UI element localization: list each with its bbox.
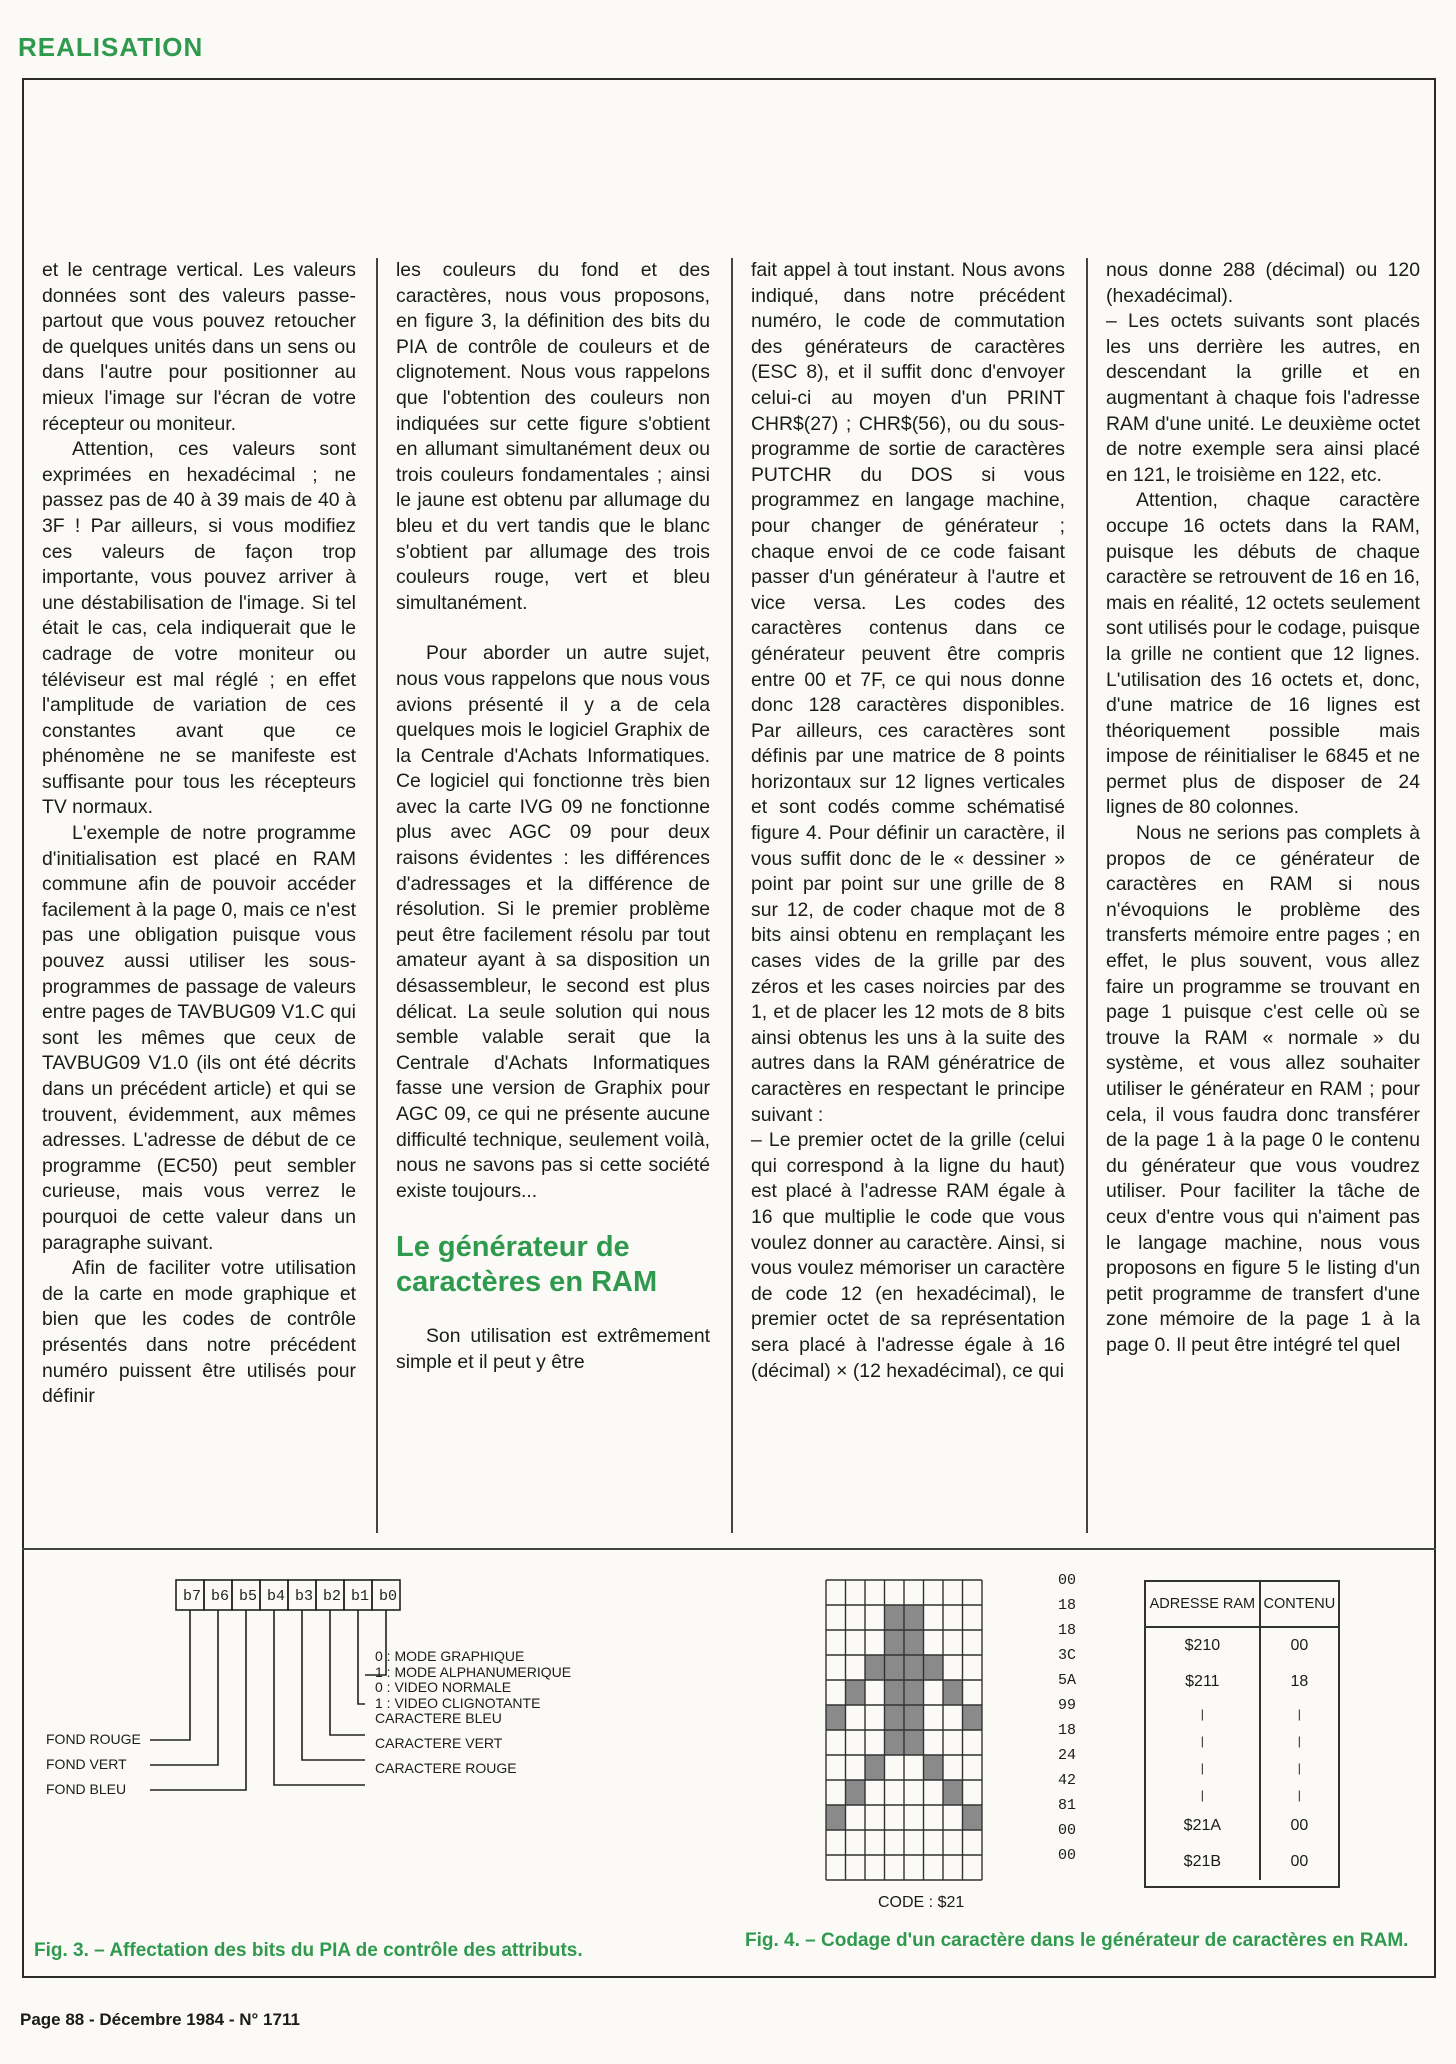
- fig3-left-label: FOND BLEU: [46, 1781, 127, 1797]
- filled-pixel: [846, 1780, 866, 1805]
- bit-label: b2: [323, 1588, 342, 1605]
- filled-pixel: [865, 1655, 885, 1680]
- grid-row-hex: 18: [1058, 1597, 1077, 1614]
- fig4-caption: [745, 1928, 1435, 1953]
- table-cell: |: [1146, 1754, 1260, 1781]
- grid-row-hex: 24: [1058, 1747, 1077, 1764]
- filled-pixel: [885, 1630, 905, 1655]
- filled-pixel: [826, 1705, 846, 1730]
- bit-label: b7: [183, 1588, 202, 1605]
- grid-row-hex: 00: [1058, 1572, 1077, 1589]
- filled-pixel: [885, 1705, 905, 1730]
- article-column-4: [1106, 258, 1420, 1533]
- section-label: REALISATION: [18, 32, 204, 62]
- column-divider: [376, 258, 378, 1533]
- paragraph: L'exemple de notre programme d'initialisation est placé en RAM commune afin de pouvoir accéder facilement à la page 0, mais ce n'est pas une obligation puisque vous pouvez aussi utiliser les sous-programmes de passage de valeurs entre pages de TAVBUG09 V1.C qui sont les mêmes que ceux de TAVBUG09 V1.0 (ils ont été décrits dans un précédent article) et qui se trouvent, évidemment, aux mêmes adresses. L'adresse de début de ce programme (EC50) peut sembler curieuse, mais vous verrez le pourquoi de cette valeur dans un paragraphe suivant.: [42, 822, 356, 1254]
- filled-pixel: [943, 1780, 963, 1805]
- filled-pixel: [943, 1680, 963, 1705]
- table-cell: $21B: [1146, 1844, 1260, 1880]
- fig3-left-label: FOND VERT: [46, 1756, 127, 1772]
- bit-label: b4: [267, 1588, 286, 1605]
- bit-label: b0: [379, 1588, 398, 1605]
- fig4-code: CODE : $21: [878, 1894, 965, 1911]
- article-column-3: [751, 258, 1065, 1533]
- grid-row-hex: 5A: [1058, 1672, 1077, 1689]
- paragraph: et le centrage vertical. Les valeurs données sont des valeurs passe-partout que vous pouvez retoucher de quelques unités dans un sens ou dans l'autre pour positionner au mieux l'image sur l'écran de votre récepteur ou moniteur.: [42, 259, 356, 435]
- bit-label: b5: [239, 1588, 258, 1605]
- table-cell: |: [1146, 1781, 1260, 1808]
- paragraph: les couleurs du fond et des caractères, nous vous proposons, en figure 3, la définition des bits du PIA de contrôle de couleurs et de clignotement. Nous vous rappelons que l'obtention des couleurs non indiquées sur cette figure s'obtient en allumant simultanément deux ou trois couleurs fondamentales ; ainsi le jaune est obtenu par allumage du bleu et du vert tandis que le blanc s'obtient par allumage des trois couleurs rouge, vert et bleu simultanément.: [396, 259, 710, 614]
- fig3-right-label: CARACTERE BLEU: [375, 1710, 502, 1726]
- table-row: [1146, 1781, 1338, 1808]
- table-cell: $210: [1146, 1627, 1260, 1664]
- grid-row-hex: 99: [1058, 1697, 1077, 1714]
- paragraph: – Le premier octet de la grille (celui qui correspond à la ligne du haut) est placé à l'adresse RAM égale à 16 que multiplie le code que vous voulez donner au caractère. Ainsi, si vous voulez mémoriser un caractère de code 12 (en hexadécimal), le premier octet de sa représentation sera placé à l'adresse égale à 16 (décimal) × (12 hexadécimal), ce qui: [751, 1129, 1065, 1382]
- grid-row-hex: 00: [1058, 1822, 1077, 1839]
- paragraph: fait appel à tout instant. Nous avons indiqué, dans notre précédent numéro, le code de commutation des générateurs de caractères (ESC 8), et il suffit donc d'envoyer celui-ci au moyen d'un PRINT CHR$(27) ; CHR$(56), ou du sous-programme de sortie de caractères PUTCHR du DOS si vous programmez en langage machine, pour changer de générateur ; chaque envoi de ce code faisant passer d'un générateur à l'autre et vice versa. Les codes des caractères contenus dans ce générateur peuvent être compris entre 00 et 7F, ce qui nous donne donc 128 caractères disponibles. Par ailleurs, ces caractères sont définis par une matrice de 8 points horizontaux sur 12 lignes verticales et sont codés comme schématisé figure 4. Pour définir un caractère, il vous suffit donc de le « dessiner » point par point sur une grille de 8 sur 12, de coder chaque mot de 8 bits ainsi obtenu en remplaçant les cases vides de la grille par des zéros et les cases noircies par des 1, et de placer les 12 mots de 8 bits ainsi obtenus les uns à la suite des autres dans la RAM génératrice de caractères en respectant le principe suivant :: [751, 259, 1065, 1126]
- fig3-caption: [34, 1938, 734, 1963]
- paragraph: Attention, ces valeurs sont exprimées en hexadécimal ; ne passez pas de 40 à 39 mais de 40 à 3F ! Par ailleurs, si vous modifiez ces valeurs de façon trop importante, vous pouvez arriver à une déstabilisation de l'image. Si tel était le cas, cela indiquerait que le cadrage de votre moniteur ou téléviseur est mal réglé ; en effet l'amplitude de variation de ces constantes avant que ce phénomène ne se manifeste est suffisante pour tous les récepteurs TV normaux.: [42, 438, 356, 819]
- fig3-right-label: 0 : MODE GRAPHIQUE: [375, 1648, 525, 1664]
- filled-pixel: [963, 1805, 983, 1830]
- filled-pixel: [904, 1655, 924, 1680]
- column-divider: [1086, 258, 1088, 1533]
- table-cell: |: [1297, 1706, 1301, 1721]
- connector-line: [150, 1610, 190, 1740]
- connector-line: [274, 1610, 365, 1785]
- table-row: [1146, 1754, 1338, 1781]
- bit-register: [176, 1580, 400, 1610]
- filled-pixel: [904, 1730, 924, 1755]
- paragraph: Attention, chaque caractère occupe 16 octets dans la RAM, puisque les débuts de chaque caractère se retrouvent de 16 en 16, mais en réalité, 12 octets seulement sont utilisés pour le codage, puisque la grille ne contient que 12 lignes. L'utilisation des 16 octets et, donc, d'une matrice de 16 lignes est théoriquement possible mais impose de réinitialiser le 6845 et ne permet plus de disposer de 24 lignes de 80 colonnes.: [1106, 489, 1420, 819]
- table-cell: |: [1297, 1760, 1301, 1775]
- section-heading: Le générateur de caractères en RAM: [396, 1231, 658, 1299]
- article-column-2: [396, 258, 710, 1533]
- figure-divider: [22, 1548, 1436, 1550]
- grid-row-hex: 3C: [1058, 1647, 1077, 1664]
- fig4-ram-table: [1144, 1580, 1340, 1888]
- table-cell: 00: [1290, 1817, 1309, 1834]
- filled-pixel: [885, 1605, 905, 1630]
- table-row: [1146, 1700, 1338, 1727]
- table-cell: |: [1297, 1787, 1301, 1802]
- paragraph: nous donne 288 (décimal) ou 120 (hexadécimal).: [1106, 259, 1420, 307]
- connector-line: [330, 1610, 365, 1735]
- table-row: [1146, 1727, 1338, 1754]
- fig3-left-label: FOND ROUGE: [46, 1731, 141, 1747]
- bit-connector-lines: [150, 1610, 386, 1790]
- column-divider: [731, 258, 733, 1533]
- table-row: [1146, 1664, 1338, 1700]
- filled-pixel: [963, 1705, 983, 1730]
- connector-line: [358, 1610, 365, 1704]
- filled-pixel: [865, 1755, 885, 1780]
- table-header: CONTENU: [1260, 1582, 1338, 1627]
- filled-pixel: [904, 1630, 924, 1655]
- connector-line: [150, 1610, 218, 1765]
- grid-row-hex: 18: [1058, 1622, 1077, 1639]
- filled-pixel: [885, 1655, 905, 1680]
- table-cell: $211: [1146, 1664, 1260, 1700]
- bit-label: b1: [351, 1588, 370, 1605]
- table-cell: 00: [1290, 1637, 1309, 1654]
- page-footer: Page 88 - Décembre 1984 - N° 1711: [20, 2010, 300, 2029]
- fig4-caption-text: – Codage d'un caractère dans le générateur de caractères en RAM.: [799, 1930, 1409, 1951]
- fig3-right-label: 0 : VIDEO NORMALE: [375, 1679, 512, 1695]
- fig4-grid: [818, 1570, 1098, 1910]
- filled-pixel: [846, 1680, 866, 1705]
- paragraph: – Les octets suivants sont placés les uns derrière les autres, en descendant la grille et en augmentant à chaque fois l'adresse RAM d'une unité. Le deuxième octet de notre exemple sera ainsi placé en 121, le troisième en 122, etc.: [1106, 310, 1420, 486]
- table-cell: 00: [1290, 1853, 1309, 1870]
- table-cell: $21A: [1146, 1808, 1260, 1844]
- table-cell: |: [1297, 1733, 1301, 1748]
- filled-pixel: [924, 1755, 944, 1780]
- bit-label: b3: [295, 1588, 314, 1605]
- filled-pixel: [885, 1730, 905, 1755]
- paragraph: Afin de faciliter votre utilisation de la carte en mode graphique et bien que les codes de contrôle présentés dans notre précédent numéro puissent être utilisés pour définir: [42, 1257, 356, 1408]
- fig3-right-label: CARACTERE ROUGE: [375, 1760, 517, 1776]
- paragraph: Son utilisation est extrêmement simple et il peut y être: [396, 1325, 710, 1373]
- fig3-caption-text: – Affectation des bits du PIA de contrôle des attributs.: [88, 1940, 583, 1961]
- table-cell: 18: [1290, 1673, 1309, 1690]
- fig4-caption-label: Fig. 4.: [745, 1930, 800, 1951]
- grid-row-hex: 42: [1058, 1772, 1077, 1789]
- filled-pixel: [924, 1655, 944, 1680]
- fig3-right-label: CARACTERE VERT: [375, 1735, 503, 1751]
- fig3-right-label: 1 : MODE ALPHANUMERIQUE: [375, 1664, 572, 1680]
- table-header: ADRESSE RAM: [1146, 1582, 1260, 1627]
- filled-pixel: [904, 1605, 924, 1630]
- connector-line: [302, 1610, 365, 1760]
- table-row: [1146, 1627, 1338, 1664]
- grid-row-hex: 81: [1058, 1797, 1077, 1814]
- table-row: [1146, 1808, 1338, 1844]
- bit-label: b6: [211, 1588, 230, 1605]
- filled-pixel: [904, 1680, 924, 1705]
- filled-pixel: [826, 1805, 846, 1830]
- grid-row-hex: 18: [1058, 1722, 1077, 1739]
- table-row: [1146, 1844, 1338, 1880]
- table-cell: |: [1146, 1727, 1260, 1754]
- grid-row-hex: 00: [1058, 1847, 1077, 1864]
- fig3-right-label: 1 : VIDEO CLIGNOTANTE: [375, 1695, 541, 1711]
- fig3-caption-label: Fig. 3.: [34, 1940, 89, 1961]
- article-column-1: [42, 258, 356, 1533]
- filled-pixel: [885, 1680, 905, 1705]
- paragraph: Pour aborder un autre sujet, nous vous rappelons que nous vous avions présenté il y a de cela quelques mois le logiciel Graphix de la Centrale d'Achats Informatiques. Ce logiciel qui fonctionne très bien avec la carte IVG 09 ne fonctionne plus avec AGC 09 pour deux raisons évidentes : les différences d'adressages et la différence de résolution. Si le premier problème peut être facilement résolu par tout amateur ayant à sa disposition un désassembleur, le second est plus délicat. La seule solution qui nous semble valable serait que la Centrale d'Achats Informatiques fasse une version de Graphix pour AGC 09, ce qui ne présente aucune difficulté technique, seulement voilà, nous ne savons pas si cette société existe toujours...: [396, 642, 710, 1202]
- filled-pixel: [904, 1705, 924, 1730]
- connector-line: [150, 1610, 246, 1790]
- table-cell: |: [1146, 1700, 1260, 1727]
- paragraph: Nous ne serions pas complets à propos de ce générateur de caractères en RAM si nous n'évoquions le problème des transferts mémoire entre pages ; en effet, le plus souvent, vous allez faire un programme se trouvant en page 1 puisque c'est celle où se trouve la RAM « normale » du système, et vous allez souhaiter utiliser le générateur en RAM ; pour cela, il vous faudra donc transférer de la page 1 à la page 0 le contenu du générateur que vous voudrez utiliser. Pour faciliter la tâche de ceux d'entre vous qui n'aiment pas le langage machine, nous vous proposons en figure 5 le listing d'un petit programme de transfert d'une zone mémoire de la page 1 à la page 0. Il peut être intégré tel quel: [1106, 822, 1420, 1356]
